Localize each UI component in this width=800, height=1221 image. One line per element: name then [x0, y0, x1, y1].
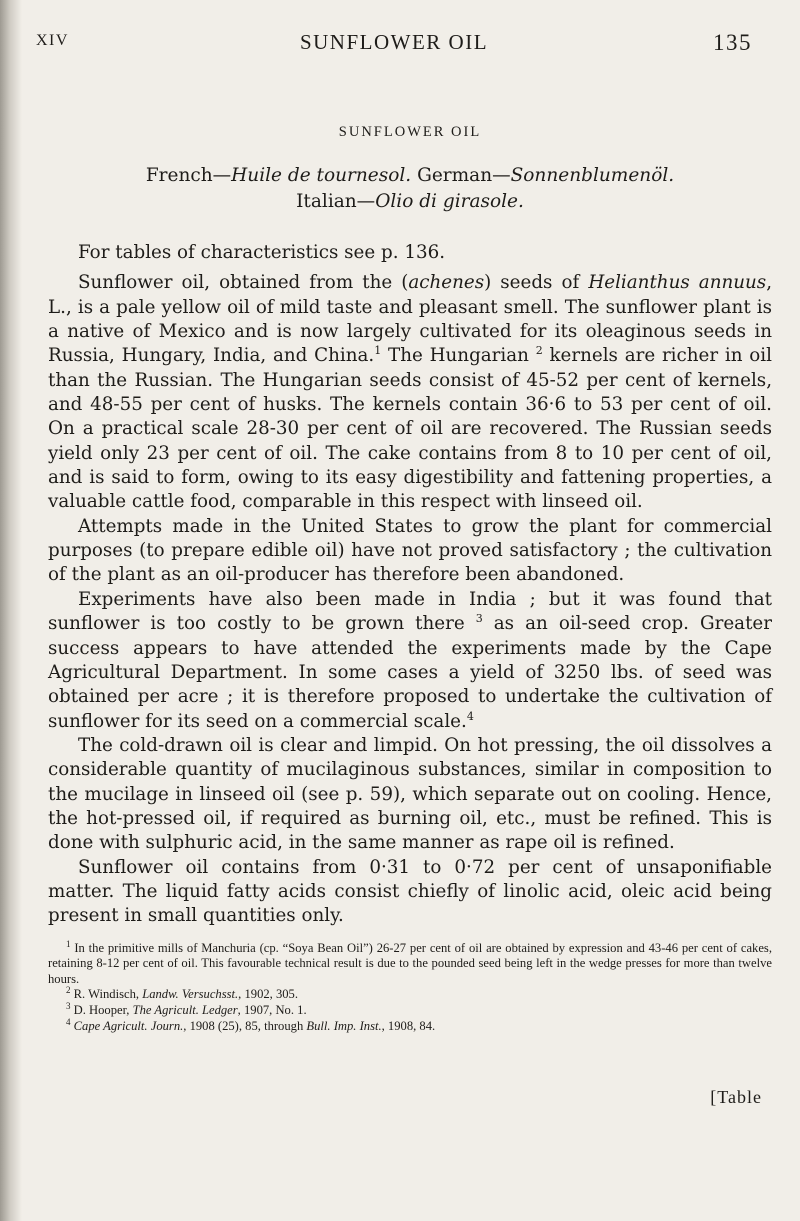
section-heading: SUNFLOWER OIL	[338, 124, 482, 140]
p1-text-a: Sunflower oil, obtained from the (	[78, 272, 409, 294]
footnote-ref-3[interactable]: 3	[475, 612, 483, 626]
footnote-mark-3: 3	[66, 1001, 71, 1011]
running-title: SUNFLOWER OIL	[299, 30, 489, 54]
running-header	[36, 16, 752, 55]
body-text	[48, 241, 772, 929]
paragraph-4: The cold-drawn oil is clear and limpid. On hot pressing, the oil dissolves a considerable quantity of mucilaginous substances, similar in composition to the mucilage in linseed oil (see p. 59), which separate out on cooling. Hence, the hot-pressed oil, if required as burning oil, etc., must be refined. This is done with sulphuric acid, in the same manner as rape oil is refined.	[48, 734, 772, 854]
german-label: German—	[417, 165, 511, 186]
p1-achenes: achenes	[408, 272, 485, 294]
german-name: Sonnenblumenöl.	[510, 165, 675, 186]
footnote-mark-1: 1	[66, 938, 71, 949]
p1-text-d: The Hungarian	[381, 345, 536, 367]
footnotes	[48, 938, 772, 1035]
footnote-2-text-a: R. Windisch,	[70, 987, 143, 1002]
footnote-mark-4: 4	[66, 1016, 71, 1027]
page-content	[48, 124, 772, 1034]
french-name: Huile de tournesol.	[231, 165, 412, 186]
italian-name: Olio di girasole.	[375, 191, 524, 212]
footnote-3	[48, 1003, 772, 1019]
footnote-4	[48, 1016, 772, 1035]
footnote-3-text-a: D. Hooper,	[70, 1003, 133, 1017]
p3-text-b: as an oil-seed crop. Greater success appears to have attended the experiments made by the Cape Agricultural Department. In some cases a yield of 3250 lbs. of seed was obtained per acre ; it is therefore proposed to undertake the cultivation of sunflower for its seed on a commercial scale.	[48, 613, 772, 732]
footnote-4-text-b: , 1908, 84.	[381, 1018, 436, 1033]
p1-text-b: ) seeds of	[484, 272, 589, 294]
foreign-names	[48, 163, 772, 215]
p3-text-a: Experiments have also been made in India ; but it was found that sunflower is too costly to be grown there	[48, 588, 772, 635]
footnote-3-journal: The Agricult. Ledger	[132, 1003, 238, 1017]
p1-genus: Helianthus annuus	[588, 272, 767, 294]
italian-label: Italian—	[296, 191, 376, 212]
footnote-2	[48, 987, 772, 1003]
footnote-ref-4[interactable]: 4	[466, 709, 474, 723]
page-fold-shadow	[0, 0, 22, 1221]
footnote-4-journal-2: Bull. Imp. Inst.	[306, 1018, 382, 1033]
paragraph-1	[48, 271, 772, 514]
names-line-1	[48, 163, 772, 189]
footnote-mark-2: 2	[66, 985, 71, 996]
paragraph-3	[48, 588, 772, 734]
footnote-4-journal: Cape Agricult. Journ.	[73, 1018, 184, 1033]
catchword: [Table	[710, 1087, 762, 1107]
footnote-2-text-b: , 1902, 305.	[238, 987, 298, 1002]
footnote-2-journal: Landw. Versuchsst.	[142, 987, 239, 1002]
footnote-ref-1[interactable]: 1	[374, 344, 382, 358]
paragraph-5: Sunflower oil contains from 0·31 to 0·72 per cent of unsaponifiable matter. The liquid fatty acids consist chiefly of linolic acid, oleic acid being present in small quantities only.	[48, 856, 772, 927]
page-number: 135	[713, 30, 752, 55]
names-line-2	[48, 189, 772, 215]
paragraph-2: Attempts made in the United States to grow the plant for commercial purposes (to prepare edible oil) have not proved satisfactory ; the cultivation of the plant as an oil-producer has therefore been abandoned.	[48, 515, 772, 586]
tables-reference: For tables of characteristics see p. 136.	[78, 242, 446, 263]
p1-text-e: kernels are richer in oil than the Russian. The Hungarian seeds consist of 45-52 per cent of kernels, and 48-55 per cent of husks. The kernels contain 36·6 to 53 per cent of oil. On a practical scale 28-30 per cent of oil are recovered. The Russian seeds yield only 23 per cent of oil. The cake contains from 8 to 10 per cent of oil, and is said to form, owing to its easy digestibility and fattening properties, a valuable cattle food, comparable in this respect with linseed oil.	[48, 345, 772, 513]
footnote-ref-2[interactable]: 2	[535, 344, 543, 358]
footnote-4-text-a: , 1908 (25), 85, through	[183, 1018, 307, 1033]
footnote-3-text-b: , 1907, No. 1.	[237, 1003, 307, 1017]
french-label: French—	[145, 165, 232, 186]
footnote-1-text: In the primitive mills of Manchuria (cp. “Soya Bean Oil”) 26-27 per cent of oil are obtained by expression and 43-46 per cent of cakes, retaining 8-12 per cent of oil. This favourable technical result is due to the pounded seed being left in the wedge presses for more than twelve hours.	[48, 940, 772, 986]
footnote-1	[48, 938, 772, 988]
p1-text-c: , L., is a pale yellow oil of mild taste and pleasant smell. The sunflower plant is a native of Mexico and is now largely cultivated for its oleaginous seeds in Russia, Hungary, India, and China.	[48, 272, 772, 367]
chapter-number: XIV	[36, 32, 69, 49]
